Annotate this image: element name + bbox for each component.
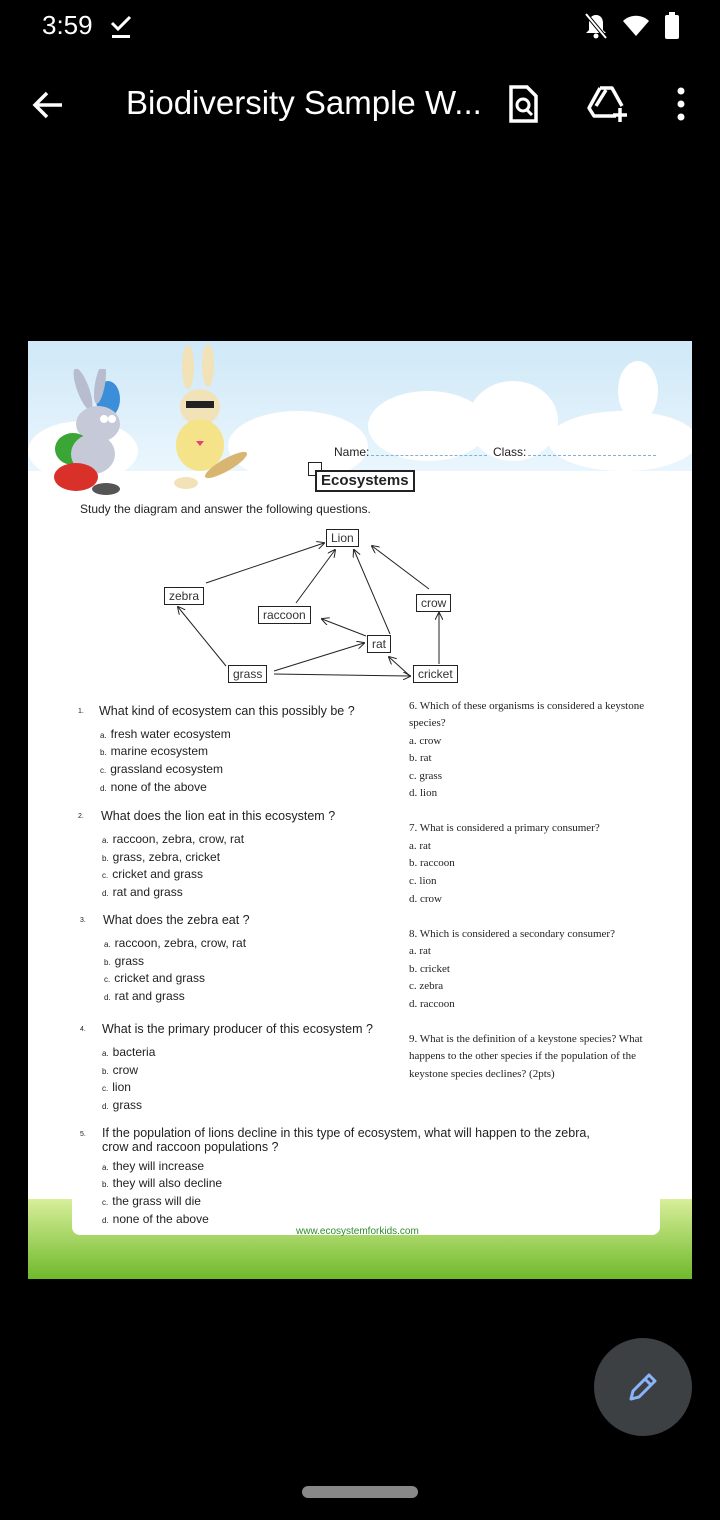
node-lion: Lion: [326, 529, 359, 547]
notifications-off-icon: [584, 12, 608, 40]
node-zebra: zebra: [164, 587, 204, 605]
arrow-grass-to-rat: [274, 643, 364, 671]
node-raccoon: raccoon: [258, 606, 311, 624]
option-row: b. marine ecosystem: [100, 744, 209, 758]
option-row: d. none of the above: [100, 780, 207, 794]
option-row: a. raccoon, zebra, crow, rat: [104, 936, 247, 950]
more-options-icon[interactable]: [668, 86, 694, 122]
footer-url: www.ecosystemforkids.com: [296, 1226, 419, 1237]
option-row: c. grassland ecosystem: [100, 762, 223, 776]
arrow-grass-to-zebra: [178, 607, 226, 666]
option-row: c. cricket and grass: [102, 867, 203, 881]
wifi-icon: [622, 14, 650, 38]
document-page[interactable]: Name: Class: Ecosystems Study the diagram and answer the following questions. Lion zebra crow raccoon rat grass cricket 1. What kind of ecosystem can this possibly be ? a. fresh water ecosystem b. marine ecosystem c. grassland ecosystem d. none of the above 2. What does the lion eat in this ecosystem ? a. raccoon, zebra, crow, rat b. grass, zebra, cricket c. cricket and grass d. rat and grass 3. What does the zebra eat ? a. raccoon, zebra, crow, rat b. grass c. cricket and grass d. rat and grass 4. What is the primary producer of this ecosystem ? a. bacteria b. crow c. lion d. grass 5. If the population of lions decline in this type of ecosystem, what will happen to the zebra, crow and raccoon populations ? a. they will increase b. they will also decline c. the grass will die d. none of the above 6. Which of these organisms is considered a keystone species? a. crow b. rat c. grass d. lion 7. What is considered a primary consumer? a. rat b. raccoon c. lion d. crow 8. Which is considered a secondary consumer? a. rat b. cricket c. zebra d. raccoon 9. What is the definition of a keystone species? What happens to the other species if the population of the keystone species declines? (2pts) www.ecosystemforkids.com: [28, 341, 692, 1279]
arrow-raccoon-to-lion: [296, 550, 335, 603]
edit-button[interactable]: [594, 1338, 692, 1436]
back-arrow-icon[interactable]: [30, 86, 68, 124]
class-label: Class:: [493, 445, 527, 459]
option-row: a. raccoon, zebra, crow, rat: [102, 832, 245, 846]
arrow-zebra-to-lion: [206, 543, 324, 583]
pencil-icon: [625, 1369, 661, 1405]
status-time: 3:59: [42, 10, 93, 40]
battery-icon: [664, 12, 680, 40]
option-row: b. grass: [104, 954, 145, 968]
arrow-rat-to-lion: [354, 550, 390, 634]
option-row: c. cricket and grass: [104, 971, 205, 985]
name-label: Name:: [334, 445, 370, 459]
option-row: d. grass: [102, 1098, 143, 1112]
option-row: b. they will also decline: [102, 1176, 223, 1190]
document-title: Biodiversity Sample W...: [126, 84, 482, 121]
option-row: a. bacteria: [102, 1045, 156, 1059]
option-row: d. rat and grass: [104, 989, 185, 1003]
download-done-icon: [110, 14, 132, 40]
home-gesture-bar[interactable]: [302, 1486, 418, 1498]
status-bar: [0, 0, 720, 56]
option-row: c. the grass will die: [102, 1194, 201, 1208]
option-row: c. lion: [102, 1080, 131, 1094]
arrow-rat-to-raccoon: [322, 619, 366, 636]
arrow-crow-to-lion: [372, 546, 429, 589]
option-row: b. crow: [102, 1063, 139, 1077]
node-cricket: cricket: [413, 665, 458, 683]
instructions: Study the diagram and answer the following questions.: [80, 502, 371, 516]
option-row: b. grass, zebra, cricket: [102, 850, 221, 864]
node-crow: crow: [416, 594, 451, 612]
arrow-cricket-to-rat: [389, 657, 410, 676]
arrow-grass-to-cricket: [274, 674, 410, 676]
option-row: d. none of the above: [102, 1212, 209, 1226]
worksheet-heading: Ecosystems: [315, 470, 415, 492]
option-row: a. fresh water ecosystem: [100, 727, 231, 741]
option-row: d. rat and grass: [102, 885, 183, 899]
app-bar: [0, 70, 720, 140]
add-to-drive-icon[interactable]: [586, 84, 630, 124]
node-rat: rat: [367, 635, 391, 653]
node-grass: grass: [228, 665, 267, 683]
option-row: a. they will increase: [102, 1159, 205, 1173]
search-document-icon[interactable]: [505, 84, 541, 124]
